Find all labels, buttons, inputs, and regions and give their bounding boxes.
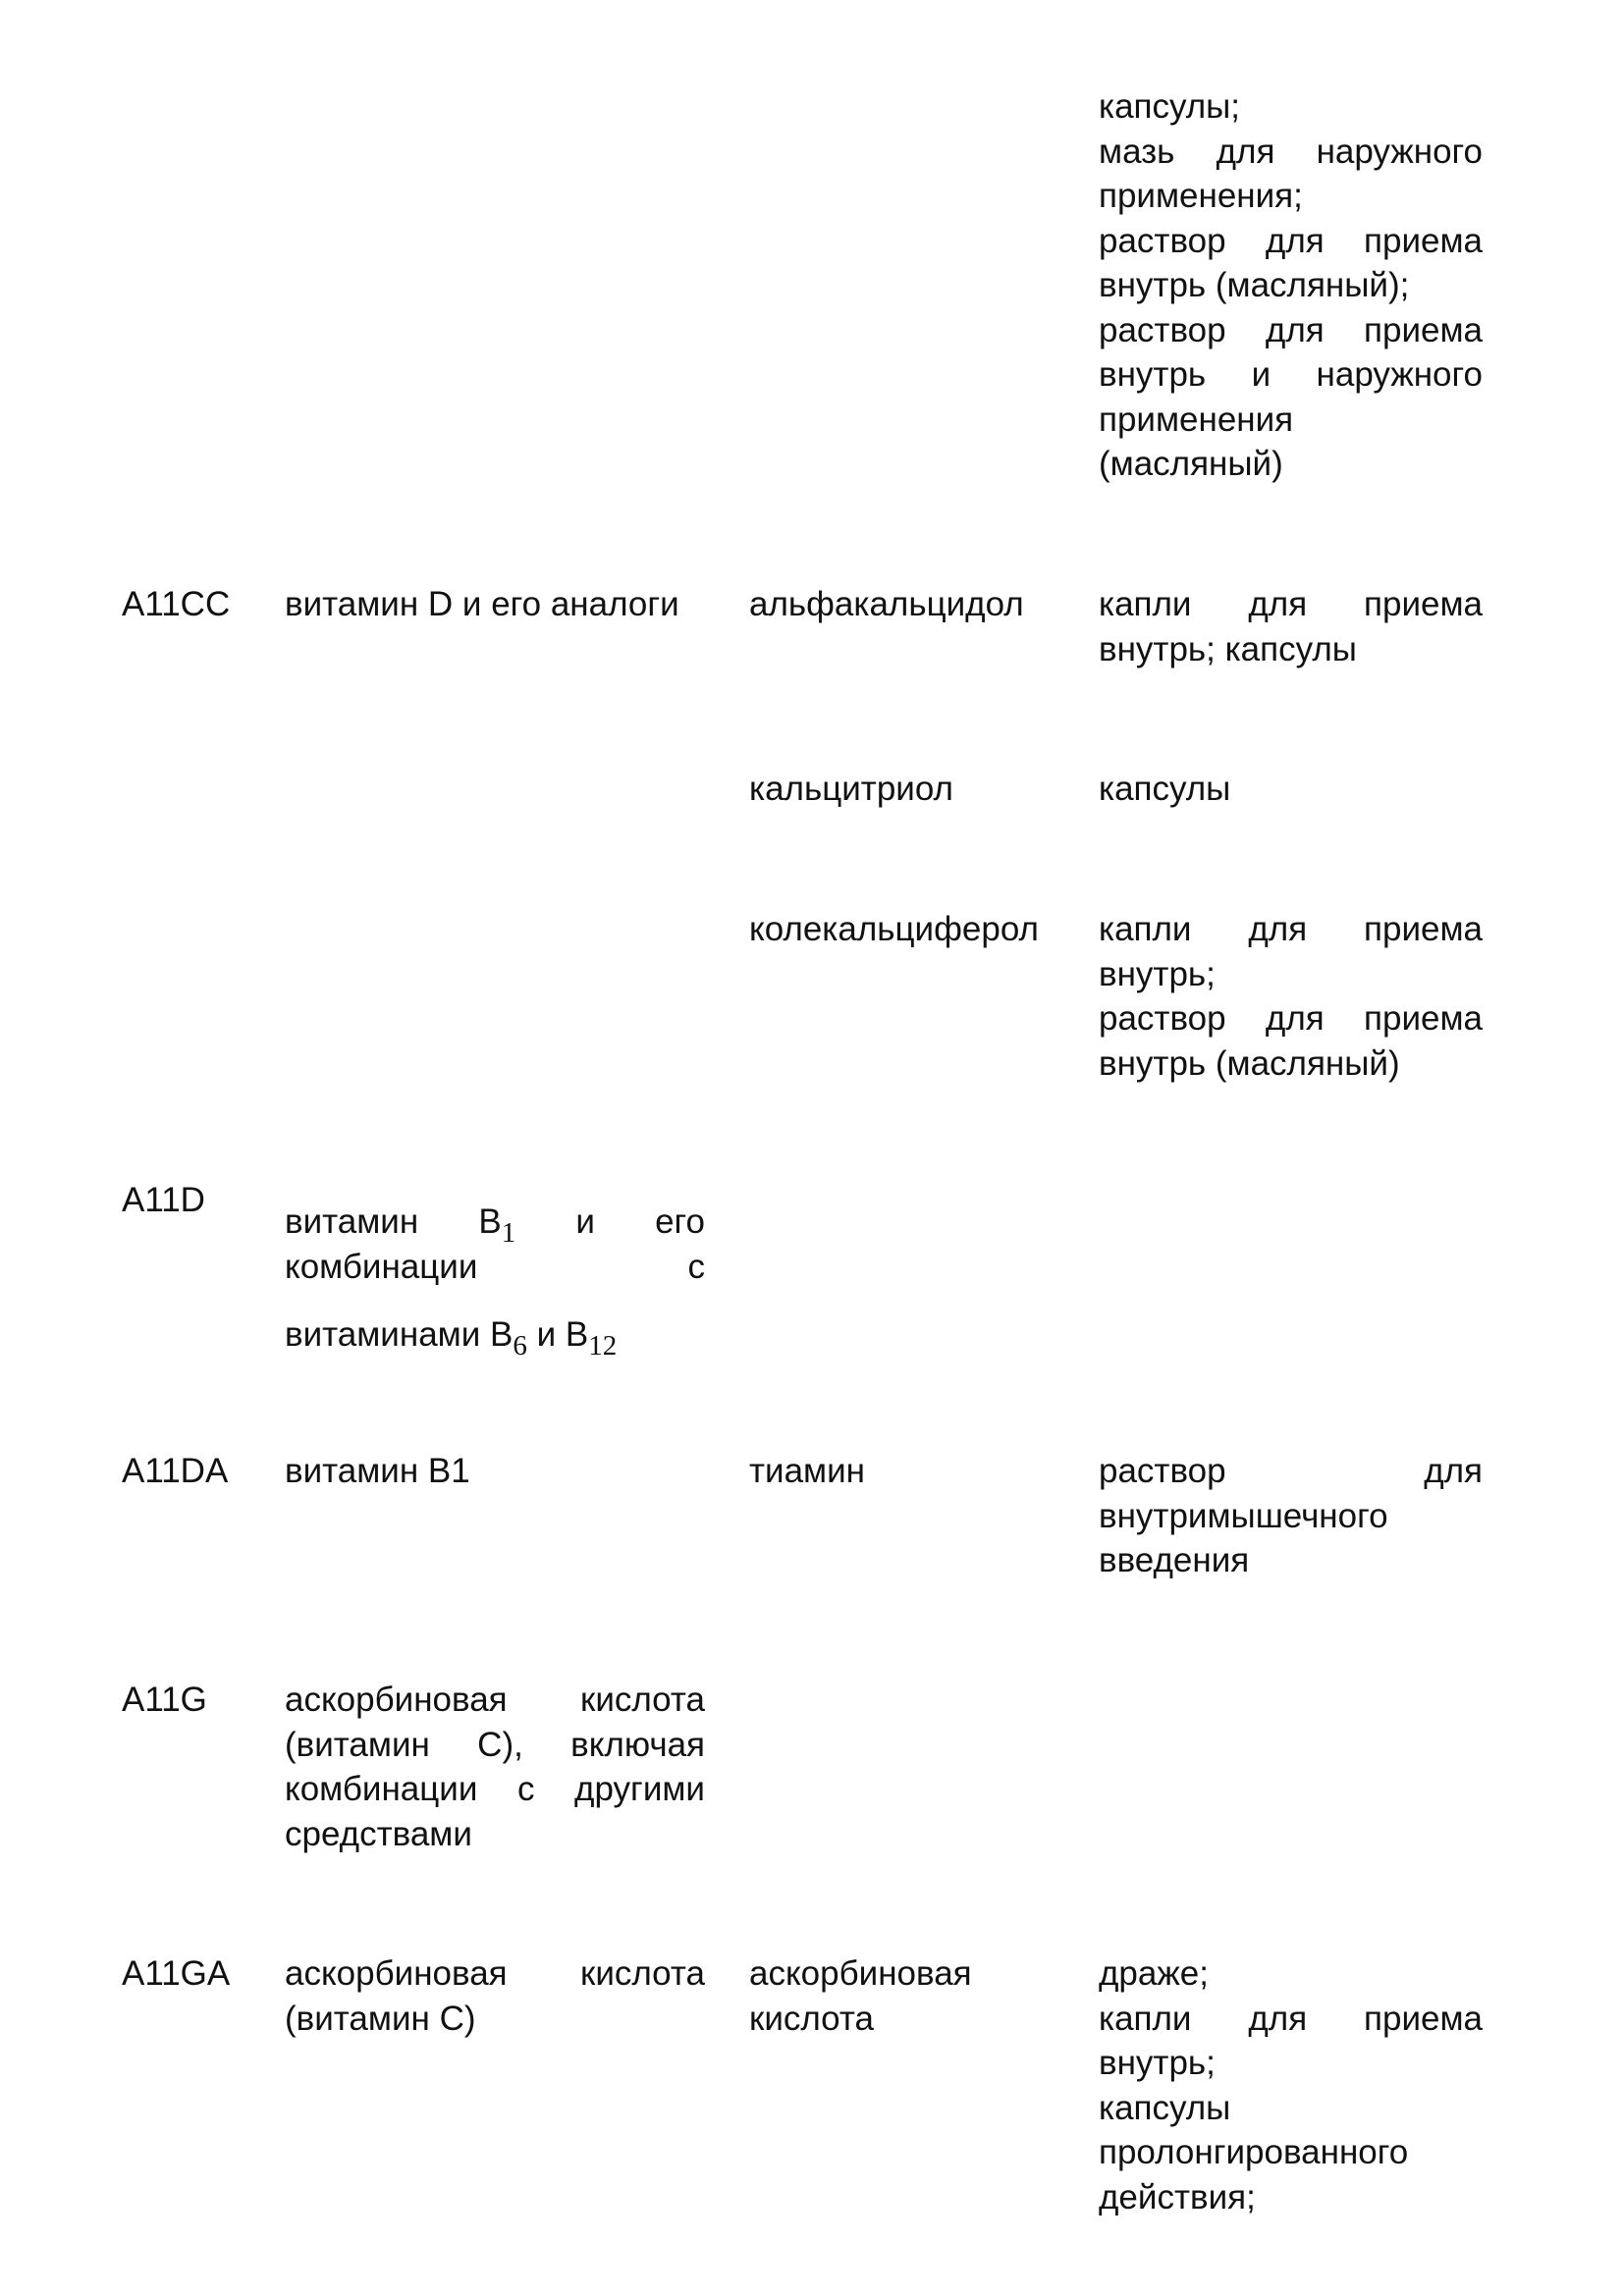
group-line: комбинации с: [285, 1247, 705, 1286]
drug-name: колекальциферол: [749, 910, 1039, 948]
group-text: витамин B: [285, 1202, 502, 1241]
form-line: капсулы: [1099, 770, 1231, 808]
form-line: применения: [1099, 400, 1294, 439]
form-line: капли для приема: [1099, 1999, 1483, 2038]
atc-group-name: [285, 1951, 705, 2041]
atc-code: A11DA: [122, 1452, 229, 1490]
group-text: и его: [515, 1202, 705, 1241]
form-line: мазь для наружного: [1099, 132, 1483, 171]
form-line: капли для приема: [1099, 585, 1483, 623]
continued-dosage-forms: [1099, 84, 1483, 487]
group-line: средствами: [285, 1814, 472, 1853]
atc-code: A11CC: [122, 585, 231, 623]
subscript: 1: [501, 1217, 516, 1249]
form-line: внутрь;: [1099, 954, 1216, 993]
drug-name: кальцитриол: [749, 770, 953, 808]
form-line: внутрь и наружного: [1099, 355, 1483, 394]
form-line: применения;: [1099, 177, 1303, 215]
dosage-forms: [1099, 1449, 1483, 1583]
form-line: раствор для: [1099, 1452, 1483, 1490]
atc-code: A11G: [122, 1681, 207, 1719]
form-line: действия;: [1099, 2177, 1256, 2216]
atc-group-name: [285, 1678, 705, 1856]
form-line: введения: [1099, 1541, 1250, 1579]
atc-group-name: [285, 1200, 705, 1362]
subscript: 6: [513, 1330, 527, 1362]
form-line: (масляный): [1099, 445, 1283, 483]
form-line: капли для приема: [1099, 910, 1483, 948]
form-line: внутрь (масляный);: [1099, 266, 1410, 304]
drug-name: тиамин: [749, 1452, 865, 1490]
form-line: пролонгированного: [1099, 2133, 1409, 2171]
dosage-forms: [1099, 767, 1483, 812]
group-line: аскорбиновая кислота: [285, 1681, 705, 1719]
dosage-forms: [1099, 907, 1483, 1086]
form-line: раствор для приема: [1099, 221, 1483, 260]
drug-name: [749, 1951, 1073, 2041]
form-line: внутрь (масляный): [1099, 1043, 1400, 1083]
form-line: капсулы: [1099, 2088, 1231, 2127]
group-text: витаминами B: [285, 1315, 514, 1354]
form-line: драже;: [1099, 1954, 1209, 1993]
group-line: аскорбиновая кислота: [285, 1954, 705, 1993]
form-line: капсулы;: [1099, 87, 1241, 126]
form-line: внутрь;: [1099, 2044, 1216, 2082]
form-line: внутримышечного: [1099, 1496, 1388, 1535]
atc-code: A11D: [122, 1181, 205, 1219]
atc-group-name: витамин D и его аналоги: [285, 585, 679, 623]
drug-name: альфакальцидол: [749, 585, 1024, 623]
group-line: (витамин C): [285, 1999, 476, 2038]
subscript: 12: [588, 1330, 618, 1362]
form-line: раствор для приема: [1099, 999, 1483, 1038]
atc-group-name: витамин B1: [285, 1452, 470, 1490]
dosage-forms: [1099, 582, 1483, 671]
atc-code: A11GA: [122, 1954, 231, 1993]
group-line: (витамин C), включая: [285, 1725, 705, 1764]
form-line: внутрь; капсулы: [1099, 629, 1357, 668]
drug-line: аскорбиновая: [749, 1954, 972, 1993]
group-line: [285, 1200, 705, 1249]
drug-line: кислота: [749, 1999, 874, 2038]
form-line: раствор для приема: [1099, 310, 1483, 349]
group-text: и B: [526, 1315, 589, 1354]
dosage-forms: [1099, 1951, 1483, 2219]
group-line: комбинации с другими: [285, 1770, 705, 1808]
group-line: [285, 1312, 705, 1362]
